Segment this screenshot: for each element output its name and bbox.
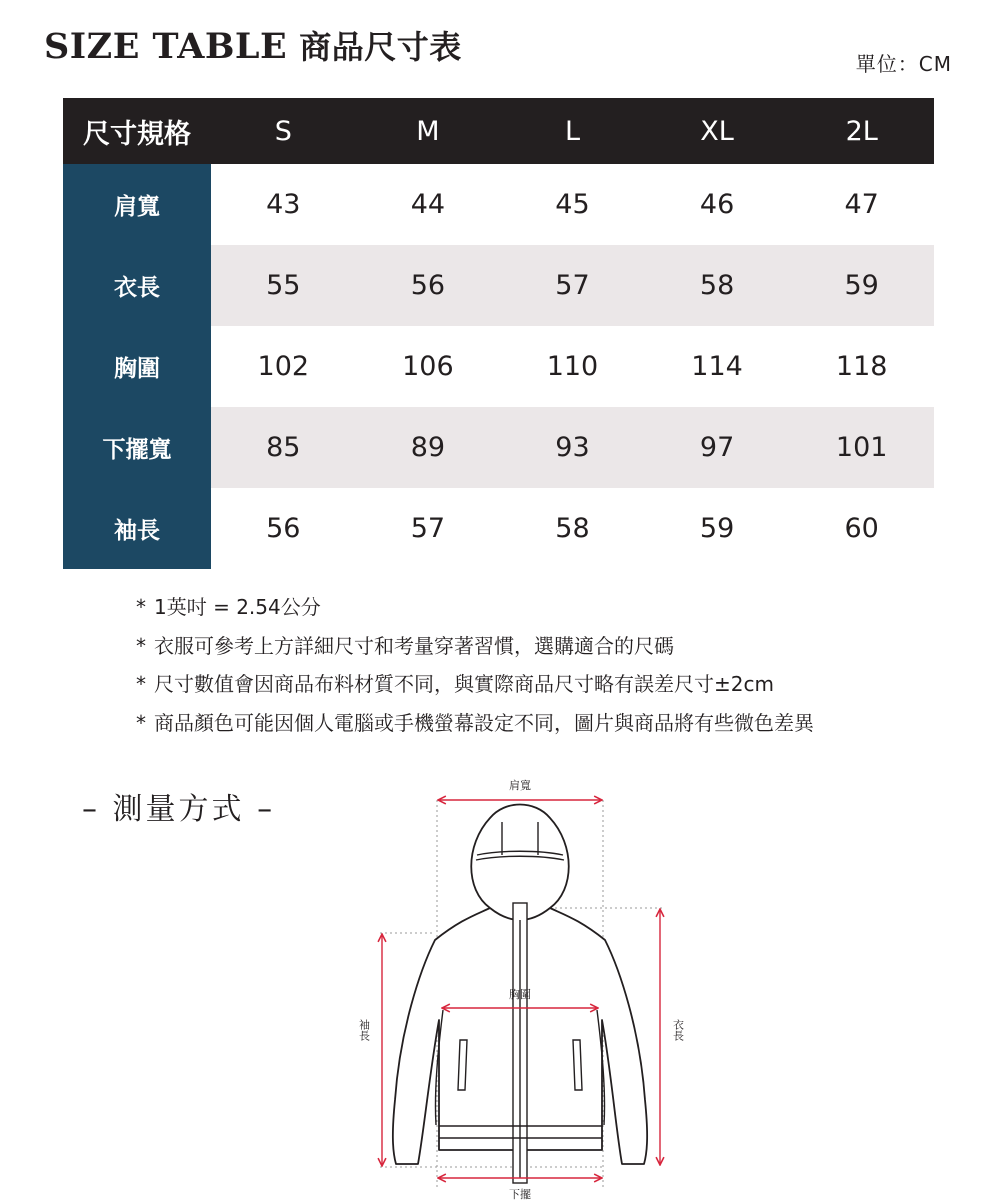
note-item — [136, 669, 814, 708]
size-table — [63, 98, 934, 569]
note-item — [136, 708, 814, 747]
unit-label: 單位：CM — [855, 52, 952, 76]
label-hem: 下擺 — [509, 1188, 531, 1200]
table-cell: 60 — [844, 513, 879, 544]
page-title — [44, 22, 462, 68]
table-cell: 102 — [257, 351, 310, 382]
table-cell: 46 — [699, 189, 735, 220]
table-cell: 43 — [266, 189, 301, 220]
row-label: 胸圍 — [63, 326, 211, 407]
size-header-s: S — [211, 98, 356, 164]
label-chest: 胸圍 — [509, 988, 531, 1001]
note-text: 1英吋 = 2.54公分 — [154, 595, 321, 619]
table-row-shoulder — [63, 164, 934, 245]
title-en: SIZE TABLE — [44, 26, 288, 67]
label-length: 衣長 — [671, 1019, 685, 1041]
note-marker: * — [136, 672, 146, 696]
note-text: 商品顏色可能因個人電腦或手機螢幕設定不同，圖片與商品將有些微色差異 — [154, 710, 814, 735]
table-cell: 85 — [211, 407, 356, 488]
note-marker: * — [136, 710, 146, 735]
note-marker: * — [136, 633, 146, 658]
size-header-corner: 尺寸規格 — [63, 98, 211, 164]
note-marker: * — [136, 595, 146, 619]
table-cell: 89 — [356, 407, 501, 488]
size-header-xl: XL — [645, 98, 790, 164]
table-row-chest — [63, 326, 934, 407]
note-text: 衣服可參考上方詳細尺寸和考量穿著習慣，選購適合的尺碼 — [154, 633, 674, 658]
row-label: 肩寬 — [63, 164, 211, 245]
table-cell: 57 — [500, 245, 645, 326]
row-label: 袖長 — [63, 488, 211, 569]
table-cell: 97 — [645, 407, 790, 488]
table-cell: 56 — [266, 513, 301, 544]
row-label: 下擺寬 — [63, 407, 211, 488]
table-cell: 44 — [410, 189, 446, 220]
note-item — [136, 631, 814, 670]
table-row-sleeve — [63, 488, 934, 569]
measure-title: – 測量方式 – — [82, 792, 276, 827]
table-cell: 59 — [789, 245, 934, 326]
table-cell: 101 — [789, 407, 934, 488]
note-item — [136, 592, 814, 631]
table-cell: 58 — [555, 513, 590, 544]
table-cell: 93 — [500, 407, 645, 488]
notes-list — [136, 592, 814, 746]
table-cell: 56 — [356, 245, 501, 326]
jacket-measurement-diagram — [340, 770, 700, 1200]
table-cell: 106 — [402, 351, 454, 382]
table-cell: 47 — [844, 189, 879, 220]
size-header-2l: 2L — [789, 98, 934, 164]
table-row-length — [63, 245, 934, 326]
size-header-l: L — [500, 98, 645, 164]
title-zh: 商品尺寸表 — [299, 28, 462, 66]
table-cell: 114 — [691, 351, 743, 382]
label-sleeve: 袖長 — [357, 1019, 371, 1041]
size-header-row — [63, 98, 934, 164]
size-header-m: M — [356, 98, 501, 164]
note-text: 尺寸數值會因商品布料材質不同，與實際商品尺寸略有誤差尺寸±2cm — [154, 672, 774, 696]
row-label: 衣長 — [63, 245, 211, 326]
label-shoulder: 肩寬 — [509, 779, 531, 792]
table-cell: 57 — [410, 513, 446, 544]
table-cell: 58 — [645, 245, 790, 326]
table-cell: 55 — [211, 245, 356, 326]
table-cell: 45 — [555, 189, 590, 220]
table-cell: 110 — [546, 351, 599, 382]
table-cell: 118 — [835, 351, 888, 382]
table-cell: 59 — [699, 513, 735, 544]
table-row-hem — [63, 407, 934, 488]
